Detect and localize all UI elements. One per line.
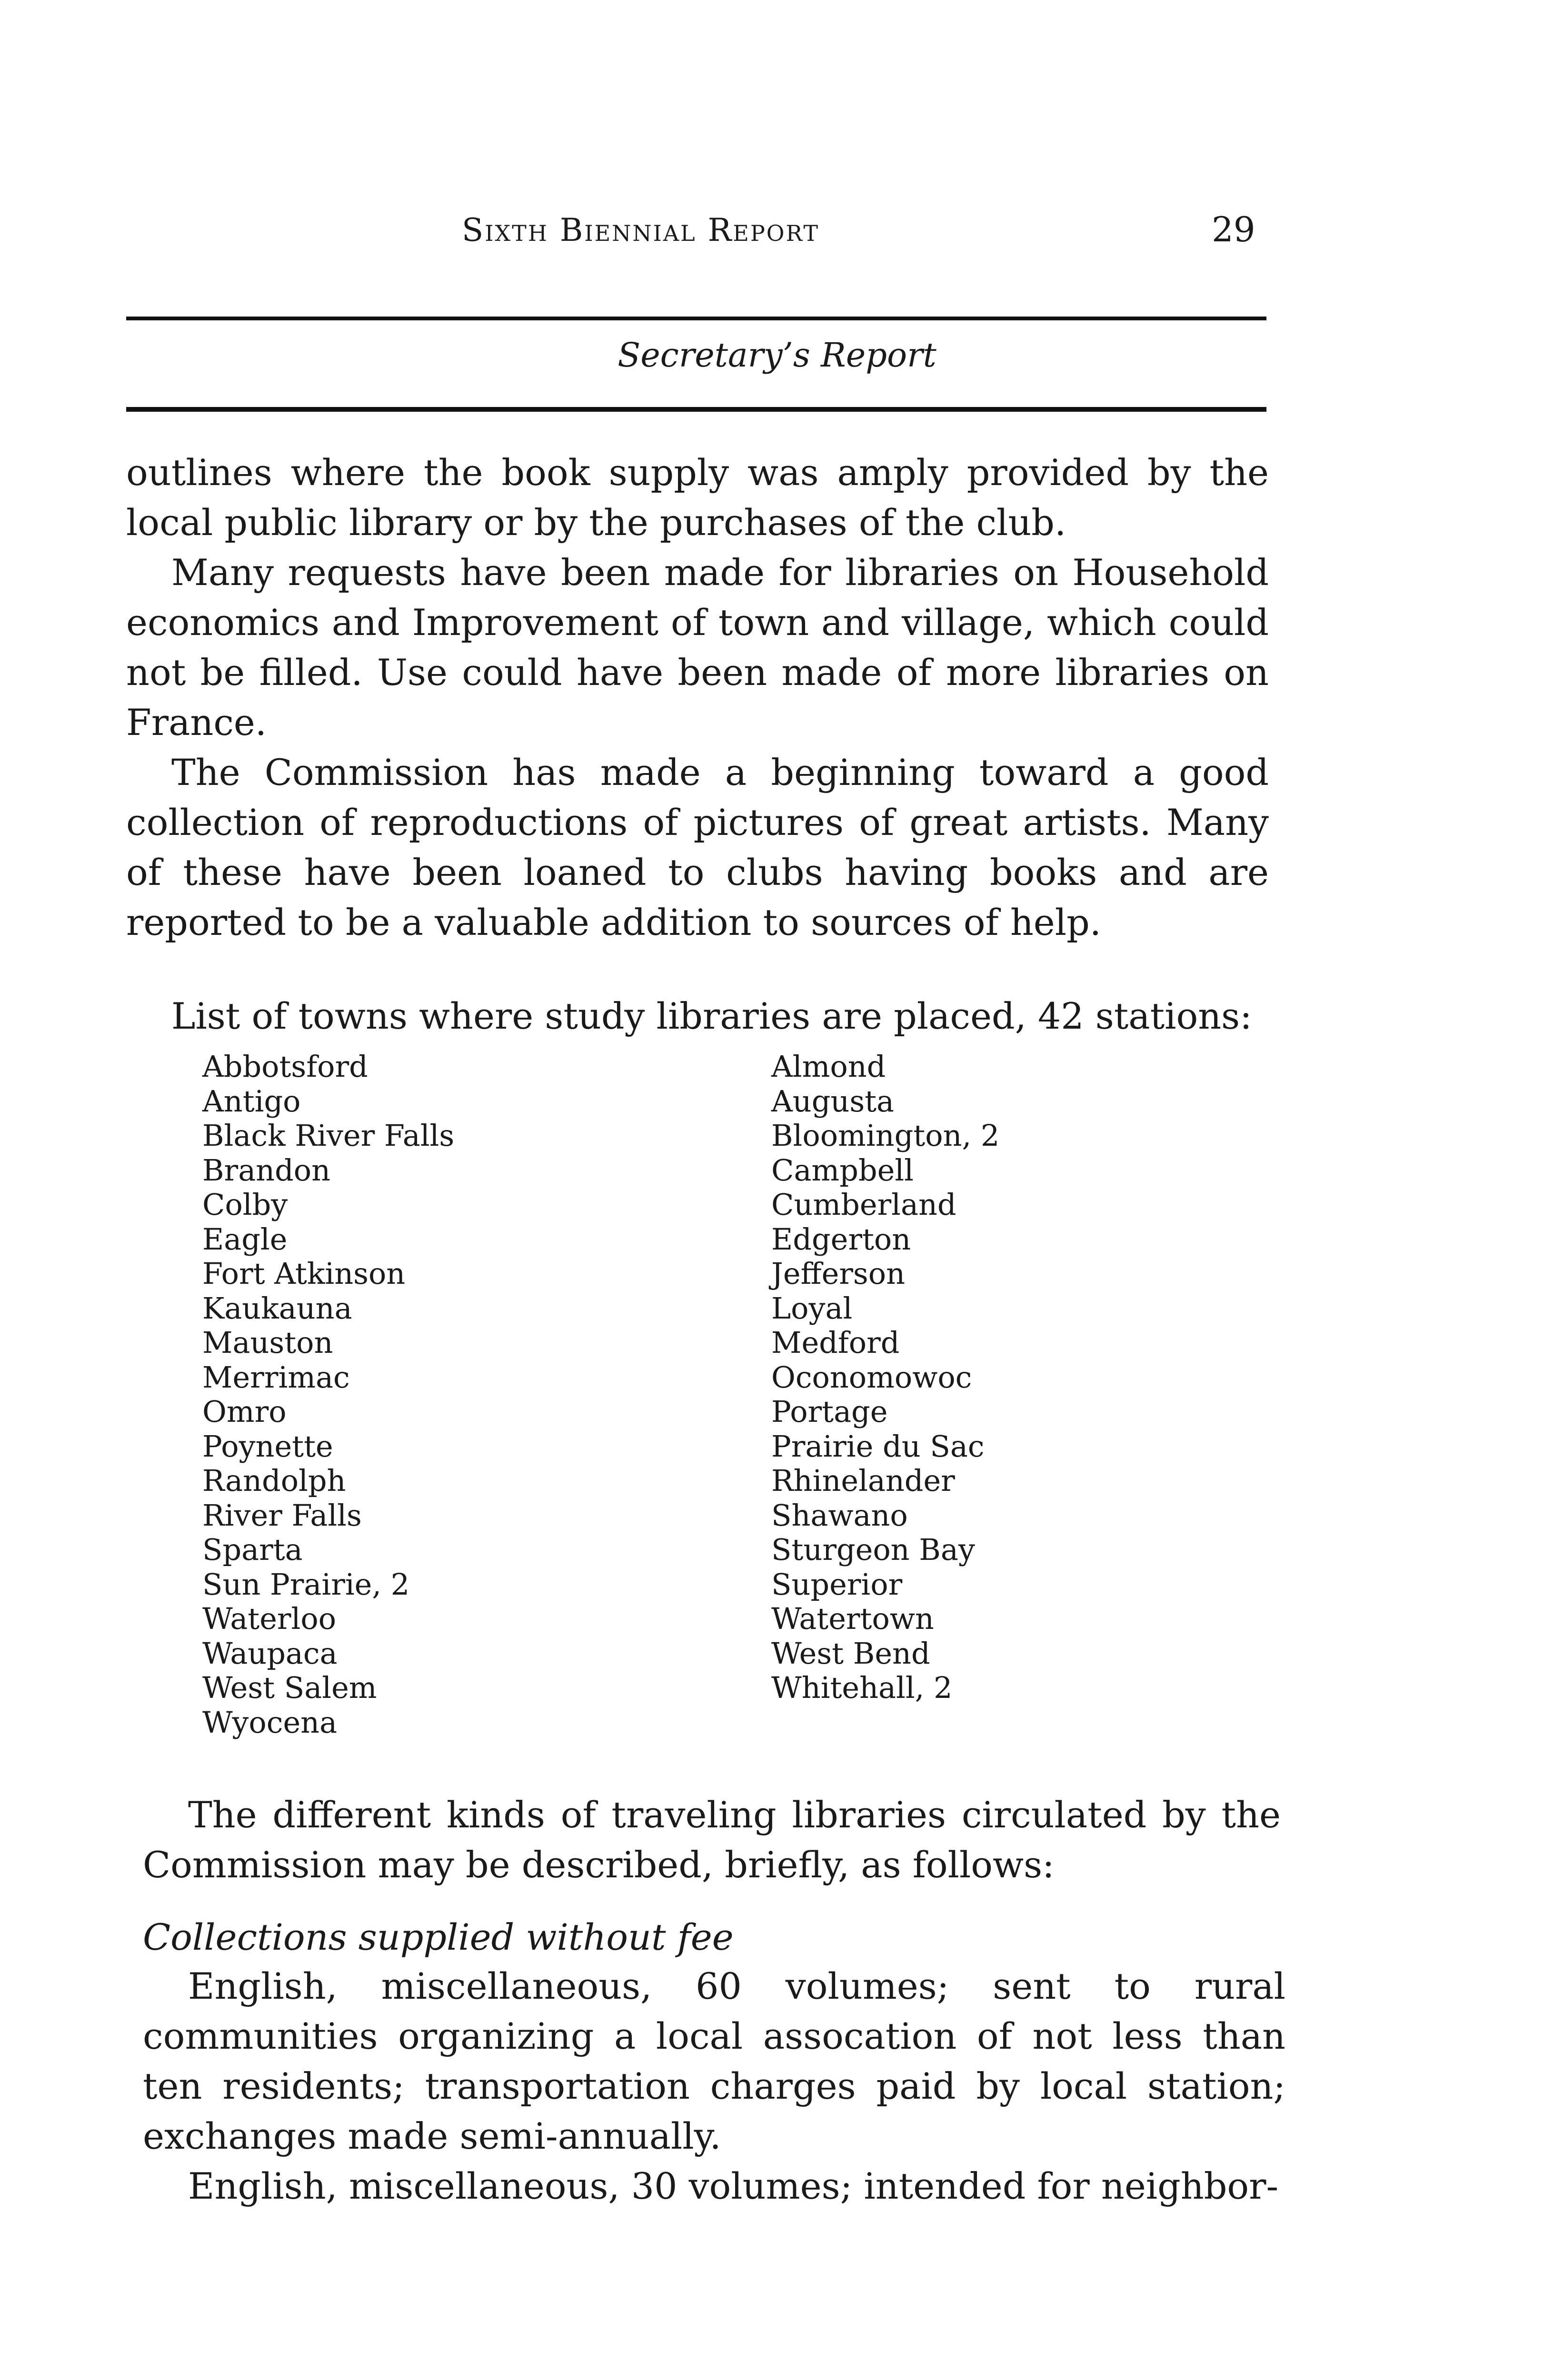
town-list-item: Jefferson bbox=[771, 1256, 905, 1291]
paragraph-text: Many requests have been made for libraries on Household economics and Improvement of town and village, which could not be filled. Use could have been made of more libraries on France. bbox=[126, 551, 1269, 744]
town-list-item: Sun Prairie, 2 bbox=[202, 1567, 410, 1602]
town-list-item: Almond bbox=[771, 1049, 886, 1084]
town-list-item: West Salem bbox=[202, 1670, 377, 1705]
page-number: 29 bbox=[1212, 209, 1255, 249]
town-list-item: Bloomington, 2 bbox=[771, 1118, 1000, 1153]
town-list-item: Portage bbox=[771, 1394, 888, 1429]
town-list-item: Merrimac bbox=[202, 1359, 350, 1395]
town-list-item: Prairie du Sac bbox=[771, 1428, 985, 1464]
town-list-item: Sparta bbox=[202, 1532, 303, 1567]
town-list-item: Waupaca bbox=[202, 1636, 338, 1671]
running-head: Sixth Biennial Report bbox=[462, 212, 820, 248]
town-list-item: Colby bbox=[202, 1187, 288, 1222]
town-list-item: Medford bbox=[771, 1325, 900, 1360]
paragraph-text: The Commission has made a beginning toward a good collection of reproductions of pictures of great artists. Many of these have been loaned to clubs having books and are reported to be a valuable addition to sources of help. bbox=[126, 751, 1269, 943]
town-list-item: Waterloo bbox=[202, 1601, 337, 1636]
town-list-left bbox=[202, 1050, 454, 1740]
paragraph-text: The different kinds of traveling libraries circulated by the Commission may be described, briefly, as follows: bbox=[143, 1794, 1281, 1886]
town-list-item: Campbell bbox=[771, 1152, 914, 1188]
paragraph-kinds bbox=[143, 1790, 1281, 1890]
subheading-collections: Collections supplied without fee bbox=[143, 1916, 734, 1958]
section-heading: Secretary’s Report bbox=[618, 336, 936, 375]
paragraph-text: English, miscellaneous, 30 volumes; intended for neighbor- bbox=[188, 2165, 1279, 2207]
town-list-item: Kaukauna bbox=[202, 1290, 352, 1326]
town-list-item: West Bend bbox=[771, 1636, 930, 1671]
paragraph-collection-60 bbox=[143, 1961, 1285, 2161]
town-list-item: Fort Atkinson bbox=[202, 1256, 406, 1291]
paragraph-collection-30 bbox=[143, 2161, 1285, 2211]
town-list-item: Eagle bbox=[202, 1221, 288, 1257]
town-list-item: Shawano bbox=[771, 1497, 908, 1533]
header-rule-bottom bbox=[126, 407, 1266, 412]
town-list-item: Abbotsford bbox=[202, 1049, 368, 1084]
paragraph-text: English, miscellaneous, 60 volumes; sent to rural communities organizing a local assocation of not less than ten residents; transportation charges paid by local station; exchanges made semi-annually. bbox=[143, 1965, 1285, 2157]
town-list-item: Cumberland bbox=[771, 1187, 956, 1222]
town-list-item: Edgerton bbox=[771, 1221, 911, 1257]
town-list-item: Black River Falls bbox=[202, 1118, 455, 1153]
town-list-intro: List of towns where study libraries are placed, 42 stations: bbox=[171, 995, 1252, 1037]
paragraph-continued bbox=[126, 447, 1269, 547]
paragraph-requests bbox=[126, 547, 1269, 747]
town-list-item: Poynette bbox=[202, 1428, 333, 1464]
town-list-item: Superior bbox=[771, 1567, 903, 1602]
town-list-item: Randolph bbox=[202, 1463, 346, 1498]
town-list-item: Mauston bbox=[202, 1325, 333, 1360]
town-list-item: Omro bbox=[202, 1394, 287, 1429]
paragraph-text: outlines where the book supply was amply provided by the local public library or by the purchases of the club. bbox=[126, 451, 1269, 544]
town-list-item: Watertown bbox=[771, 1601, 934, 1636]
town-list-item: Loyal bbox=[771, 1290, 853, 1326]
town-list-item: Brandon bbox=[202, 1152, 331, 1188]
paragraph-pictures bbox=[126, 747, 1269, 947]
town-list-item: Augusta bbox=[771, 1083, 895, 1119]
town-list-item: Antigo bbox=[202, 1083, 301, 1119]
town-list-item: Sturgeon Bay bbox=[771, 1532, 975, 1567]
town-list-item: Rhinelander bbox=[771, 1463, 955, 1498]
town-list-item: Oconomowoc bbox=[771, 1359, 972, 1395]
town-list-item: River Falls bbox=[202, 1497, 362, 1533]
town-list-item: Whitehall, 2 bbox=[771, 1670, 953, 1705]
town-list-item: Wyocena bbox=[202, 1705, 338, 1740]
town-list-right bbox=[771, 1050, 999, 1706]
header-rule-top bbox=[126, 317, 1266, 320]
